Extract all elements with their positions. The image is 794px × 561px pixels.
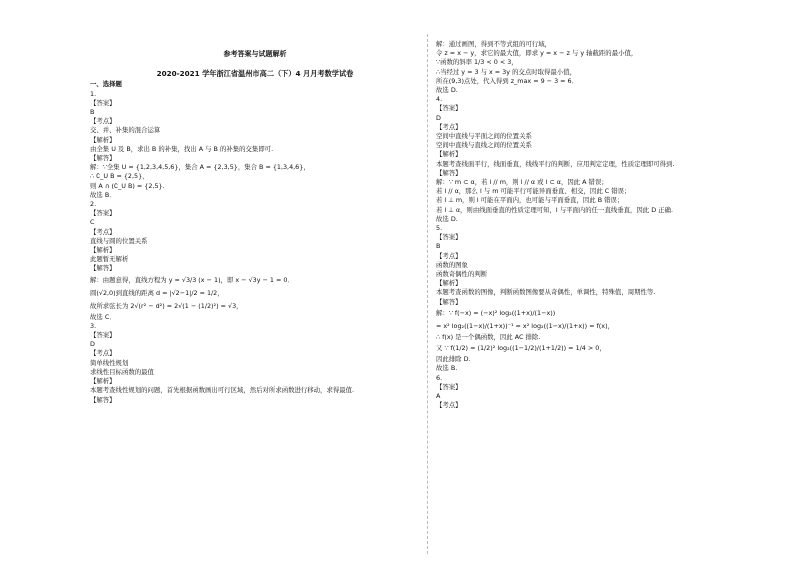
text-line: 故选 B． — [90, 190, 116, 199]
text-line: C — [90, 218, 95, 227]
text-line: 本题考查线面平行，线面垂直，线线平行的判断，应用判定定理，性质定理即可得到. — [436, 159, 675, 168]
text-line: 【解答】 — [436, 168, 462, 177]
text-line: 本题考查线性规划的问题，首先根据函数画出可行区域，然后对所求函数进行移动，求得最值. — [90, 386, 355, 395]
text-line: 【考点】 — [90, 349, 116, 358]
text-line: 解：∵全集 U = {1,2,3,4,5,6}，集合 A = {2,3,5}，集合 B = {1,3,4,6}， — [90, 163, 310, 172]
text-line: 函数奇偶性的判断 — [436, 270, 488, 279]
text-line: D — [436, 113, 441, 122]
text-line: 空间中直线与直线之间的位置关系 — [436, 141, 532, 150]
text-line: 2. — [90, 200, 97, 209]
text-line: 因此排除 D. — [436, 355, 471, 364]
left-text-block — [90, 90, 420, 405]
text-line: 【考点】 — [90, 227, 116, 236]
text-line: 【解答】 — [90, 395, 116, 404]
text-line: 求线性目标函数的最值 — [90, 367, 154, 376]
text-line: 解：由题意得，直线方程为 y = √3/3 (x − 1)，即 x − √3y − 1 = 0． — [90, 275, 294, 284]
text-line: ∴ f(x) 是一个偶函数，因此 AC 排除. — [436, 332, 541, 341]
text-line: 【解析】 — [90, 377, 116, 386]
column-divider — [427, 34, 428, 554]
text-line: 故选 B. — [436, 364, 458, 373]
text-line: 【考点】 — [436, 122, 462, 131]
text-line: 解：通过画图，得到不等式组的可行域， — [436, 40, 552, 48]
text-line: 简单线性规划 — [90, 358, 129, 367]
text-line: 3. — [90, 321, 97, 330]
text-line: B — [436, 242, 441, 251]
text-line: 【考点】 — [90, 117, 116, 126]
text-line: A — [436, 391, 441, 400]
text-line: 若 l // α，那么 l 与 m 可能平行可能异面垂直、相交，因此 C 错误； — [436, 187, 631, 196]
text-line: 函数的图象 — [436, 260, 468, 269]
text-line: 本题考查函数的图像，判断函数图像要从奇偶性，单调性，特殊值，周期性等. — [436, 288, 656, 297]
text-line: 【解答】 — [90, 264, 116, 273]
text-line: 【答案】 — [90, 209, 116, 218]
text-line: 【解答】 — [90, 154, 116, 163]
text-line: 【答案】 — [436, 382, 462, 391]
text-line: 【解析】 — [90, 246, 116, 255]
text-line: 圆(√2,0)到直线的距离 d = |√2−1|/2 = 1/2， — [90, 288, 224, 297]
right-text-block — [436, 40, 736, 410]
text-line: 令 z = x − y，求它的最大值，即求 y = x − z 与 y 轴截距的最小值， — [436, 49, 638, 58]
text-line: 故选 D. — [436, 214, 458, 223]
text-line: 4. — [436, 95, 443, 104]
text-line: 故选 C． — [90, 312, 116, 321]
text-line: 【解答】 — [436, 297, 462, 306]
text-line: 【解析】 — [436, 150, 462, 159]
text-line: 【解析】 — [436, 279, 462, 288]
text-line: 若 l ⊥ α，则由线面垂直的性质定理可知，l 与平面内的任一直线垂直，因此 D 正确. — [436, 205, 673, 214]
text-line: 1. — [90, 89, 97, 98]
text-line: B — [90, 108, 95, 117]
text-line: 5. — [436, 224, 443, 233]
text-line: 【考点】 — [436, 251, 462, 260]
text-line: 空间中直线与平面之间的位置关系 — [436, 132, 532, 141]
text-line: = x² log₂((1−x)/(1+x))⁻¹ = x² log₂((1−x)/(1+x)) = f(x)， — [436, 321, 614, 330]
text-line: 交、并、补集的混合运算 — [90, 126, 161, 135]
text-line: 解：∵ m ⊂ α，若 l // m，则 l // α 或 l ⊂ α，因此 A 错误； — [436, 178, 608, 187]
text-line: 故所求弦长为 2√(r² − d²) = 2√(1 − (1/2)²) = √3， — [90, 301, 243, 310]
left-column — [90, 50, 420, 405]
text-line: 【解析】 — [90, 135, 116, 144]
text-line: 则 A ∩ (∁_U B) = {2,5}. — [90, 181, 165, 190]
text-line: 6. — [436, 373, 443, 382]
page-title: 参考答案与试题解析 — [223, 50, 287, 58]
exam-title: 2020-2021 学年浙江省温州市高二（下）4 月月考数学试卷 — [156, 69, 354, 79]
text-line: 【答案】 — [436, 233, 462, 242]
text-line: 由全集 U 及 B，求出 B 的补集，找出 A 与 B 的补集的交集即可. — [90, 144, 274, 153]
text-line: 解：∵ f(−x) = (−x)² log₂((1+x)/(1−x)) — [436, 308, 556, 317]
text-line: ∴ ∁_U B = {2,5}， — [90, 172, 149, 181]
text-line: 此题暂无解析 — [90, 255, 129, 264]
text-line: D — [90, 340, 95, 349]
text-line: 【答案】 — [436, 104, 462, 113]
text-line: 若 l ⊥ m，则 l 可能在平面内，也可能与平面垂直，因此 B 错误； — [436, 196, 624, 205]
text-line: 又 ∵ f(1/2) = (1/2)² log₂((1−1/2)/(1+1/2)) = 1/4 > 0， — [436, 344, 606, 353]
text-line: 所在(9,3)点处，代入得到 z_max = 9 − 3 = 6． — [436, 76, 579, 85]
text-line: 【答案】 — [90, 98, 116, 107]
text-line: 故选 D. — [436, 86, 458, 95]
section-heading: 一、选择题 — [90, 80, 122, 89]
right-column — [436, 40, 736, 410]
text-line: 【答案】 — [90, 331, 116, 340]
text-line: 【考点】 — [436, 401, 462, 410]
text-line: ∵函数的斜率 1/3 < 0 < 3， — [436, 58, 518, 67]
text-line: ∴当经过 y = 3 与 x = 3y 的交点时取得最小值， — [436, 67, 576, 76]
text-line: 直线与圆的位置关系 — [90, 236, 148, 245]
